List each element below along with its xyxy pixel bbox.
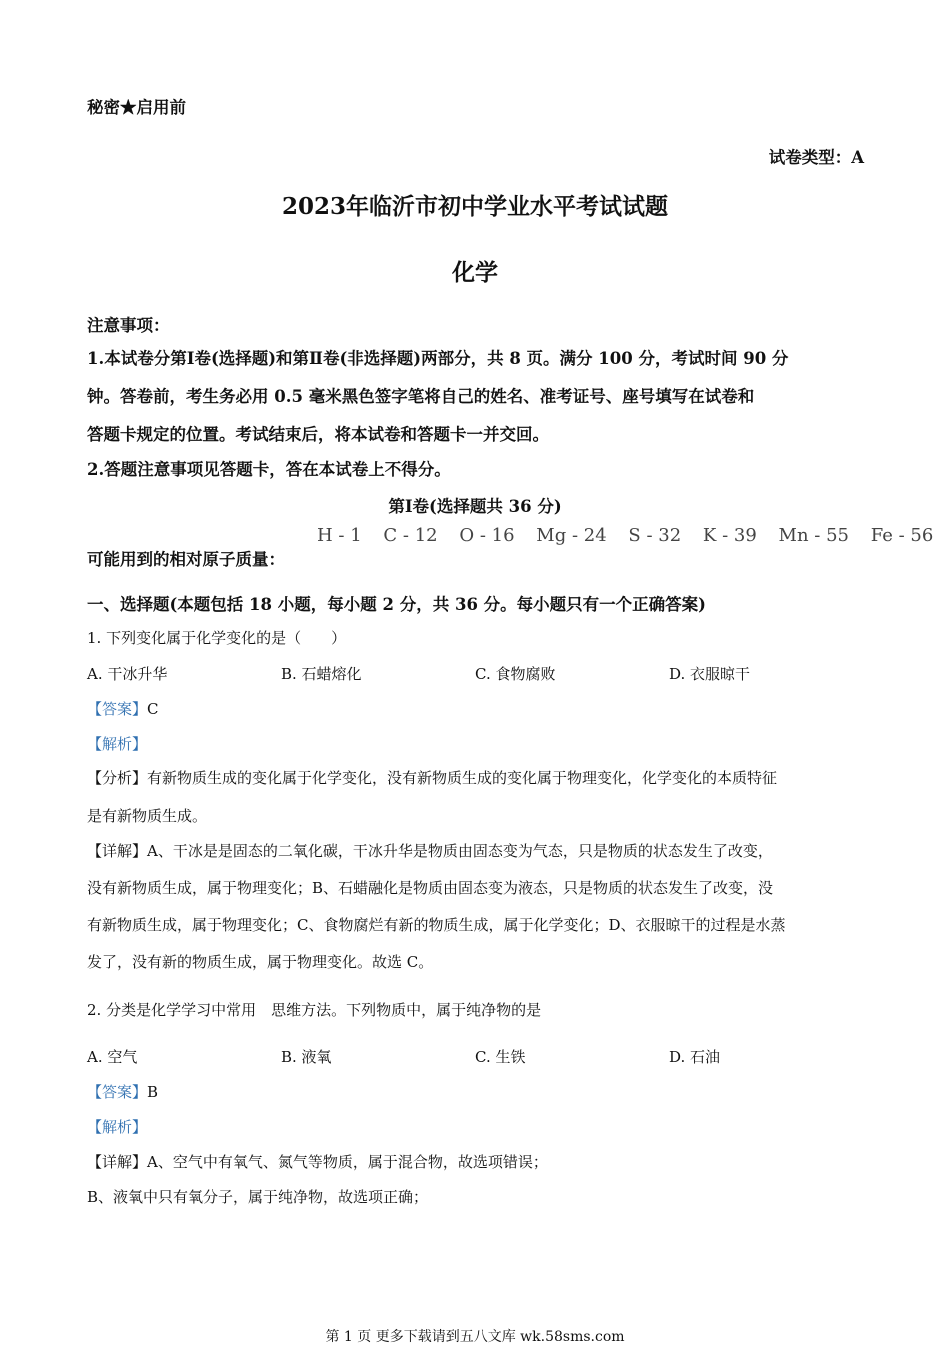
q2-answer <box>87 1081 158 1102</box>
part1-heading: 第Ⅰ卷(选择题共 36 分) <box>388 497 562 516</box>
atomic-mass-o: O - 16 <box>459 525 515 546</box>
q2-option-b: B. 液氧 <box>281 1048 332 1066</box>
notice-line-1: 1.本试卷分第Ⅰ卷(选择题)和第Ⅱ卷(非选择题)两部分，共 8 页。满分 100 分，考试时间 90 分 <box>87 349 789 368</box>
q2-option-c: C. 生铁 <box>475 1048 526 1066</box>
notice-line-3: 答题卡规定的位置。考试结束后，将本试卷和答题卡一并交回。 <box>87 425 549 444</box>
notice-line-4: 2.答题注意事项见答题卡，答在本试卷上不得分。 <box>87 460 451 479</box>
q1-option-d: D. 衣服晾干 <box>669 665 751 683</box>
q1-option-a: A. 干冰升华 <box>87 665 168 683</box>
page-footer: 第 1 页 更多下载请到五八文库 wk.58sms.com <box>325 1329 625 1345</box>
q1-detail-line-2: 没有新物质生成，属于物理变化；B、石蜡融化是物质由固态变为液态，只是物质的状态发生了改变，没 <box>87 879 774 897</box>
q1-fenxi-tag: 【分析】 <box>87 769 148 787</box>
paper-type: 试卷类型：A <box>768 148 864 167</box>
q1-option-b: B. 石蜡熔化 <box>281 665 362 683</box>
q1-fenxi-text-1: 有新物质生成的变化属于化学变化，没有新物质生成的变化属于物理变化，化学变化的本质特征 <box>147 769 778 787</box>
atomic-mass-k: K - 39 <box>702 525 757 546</box>
atomic-mass-h: H - 1 <box>317 525 362 546</box>
atomic-mass-fe: Fe - 56 <box>870 525 934 546</box>
q2-answer-tag: 【答案】 <box>87 1083 148 1101</box>
atomic-mass-c: C - 12 <box>383 525 438 546</box>
q1-detail-text-1: A、干冰是是固态的二氧化碳，干冰升华是物质由固态变为气态，只是物质的状态发生了改变， <box>147 842 773 860</box>
q1-answer-tag: 【答案】 <box>87 700 148 718</box>
atomic-mass-list <box>317 525 949 546</box>
atomic-mass-s: S - 32 <box>628 525 682 546</box>
q2-detail-line-2: B、液氧中只有氧分子，属于纯净物，故选项正确； <box>87 1188 429 1206</box>
q1-answer <box>87 698 159 719</box>
exam-title: 2023年临沂市初中学业水平考试试题 <box>281 193 668 220</box>
q1-analysis-tag: 【解析】 <box>87 735 148 753</box>
q1-detail-line-1 <box>87 840 773 861</box>
q1-stem: 1. 下列变化属于化学变化的是（ ） <box>87 629 347 647</box>
q2-analysis-tag: 【解析】 <box>87 1118 148 1136</box>
q1-detail-tag: 【详解】 <box>87 842 148 860</box>
atomic-mass-mg: Mg - 24 <box>536 525 607 546</box>
q2-answer-value: B <box>147 1083 159 1101</box>
atomic-mass-mn: Mn - 55 <box>778 525 849 546</box>
q1-detail-line-3: 有新物质生成，属于物理变化；C、食物腐烂有新的物质生成，属于化学变化；D、衣服晾干的过程是水蒸 <box>87 916 786 934</box>
q2-stem: 2. 分类是化学学习中常用 思维方法。下列物质中，属于纯净物的是 <box>87 1001 542 1019</box>
secret-label: 秘密★启用前 <box>87 98 186 117</box>
q2-option-a: A. 空气 <box>87 1048 138 1066</box>
section-heading: 一、选择题(本题包括 18 小题，每小题 2 分，共 36 分。每小题只有一个正确答案) <box>87 595 706 614</box>
q1-detail-line-4: 发了，没有新的物质生成，属于物理变化。故选 C。 <box>87 953 434 971</box>
q1-fenxi-line-2: 是有新物质生成。 <box>87 807 208 825</box>
q2-option-d: D. 石油 <box>669 1048 721 1066</box>
q1-option-c: C. 食物腐败 <box>475 665 556 683</box>
subject-title: 化学 <box>452 259 498 286</box>
q1-answer-value: C <box>147 700 159 718</box>
q2-detail-tag: 【详解】 <box>87 1153 148 1171</box>
q1-fenxi-line-1 <box>87 767 777 788</box>
notice-line-2: 钟。答卷前，考生务必用 0.5 毫米黑色签字笔将自己的姓名、准考证号、座号填写在试卷和 <box>87 387 755 406</box>
atomic-mass-label: 可能用到的相对原子质量： <box>87 550 285 569</box>
q2-detail-line-1 <box>87 1151 548 1172</box>
notice-heading: 注意事项： <box>87 316 170 335</box>
q2-detail-text-1: A、空气中有氧气、氮气等物质，属于混合物，故选项错误； <box>147 1153 548 1171</box>
